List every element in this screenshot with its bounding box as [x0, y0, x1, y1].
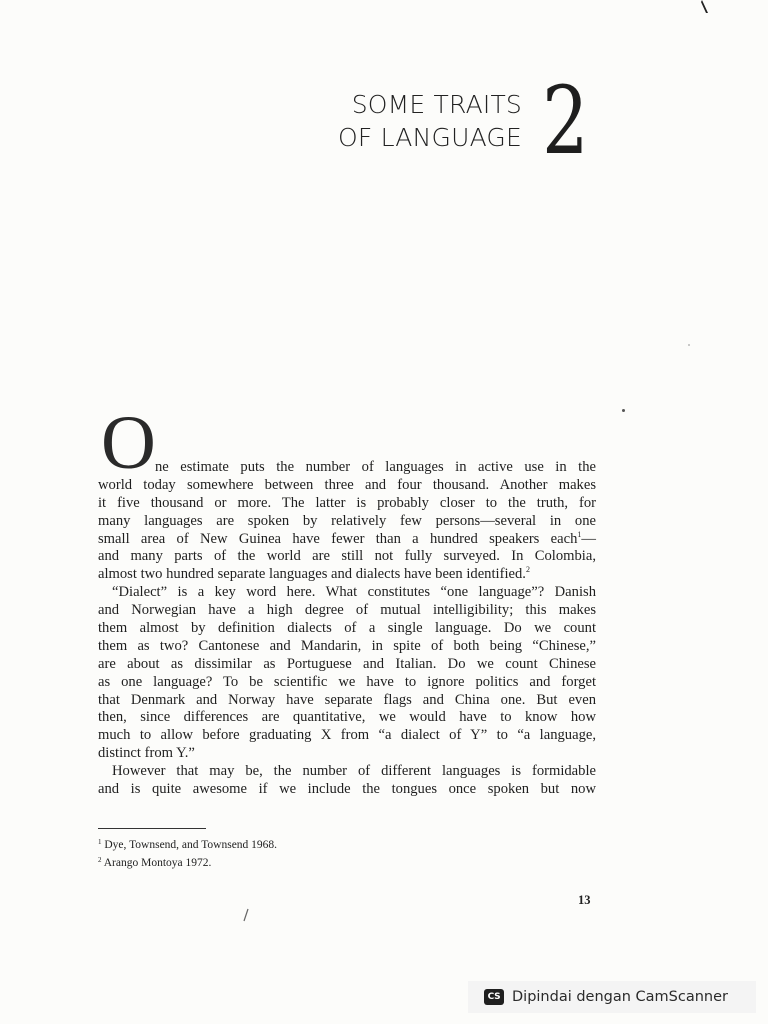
footnotes [98, 836, 277, 872]
scan-speck [688, 344, 690, 346]
footnote-text: Dye, Townsend, and Townsend 1968. [104, 839, 278, 851]
camscanner-text: Dipindai dengan CamScanner [512, 989, 729, 1005]
text-line: and is quite awesome if we include the tongues once spoken but now [98, 781, 596, 798]
text-line: then, since differences are quantitative, we would have to know how [98, 709, 596, 726]
footnote-2 [98, 854, 277, 872]
footnote-ref-1: 1 [577, 529, 582, 539]
scan-speck [622, 409, 625, 412]
chapter-number: 2 [542, 67, 589, 176]
text-line: as one language? To be scientific we have to ignore politics and forget [98, 673, 596, 690]
footnote-ref-2: 2 [525, 565, 530, 575]
text-line: many languages are spoken by relatively few persons—several in one [98, 512, 596, 529]
text-line-part: — [581, 530, 596, 547]
text-line: ne estimate puts the number of languages in active use in the [155, 459, 596, 475]
chapter-title-line-2: OF LANGUAGE [337, 123, 522, 152]
body-text [98, 459, 596, 799]
scan-corner-mark [701, 0, 709, 14]
text-line-part: small area of New Guinea have fewer than a hundred speakers each [98, 530, 578, 547]
text-line: However that may be, the number of different languages is formidable [112, 763, 596, 780]
footnote-1 [98, 836, 277, 854]
camscanner-logo-icon: CS [484, 989, 504, 1005]
text-line: much to allow before graduating X from “a dialect of Y” to “a language, [98, 727, 596, 744]
camscanner-watermark [468, 981, 756, 1013]
text-line: “Dialect” is a key word here. What constitutes “one language”? Danish [112, 584, 596, 601]
text-line: them almost by definition dialects of a single language. Do we count [98, 620, 596, 637]
text-line: that Denmark and Norway have separate flags and China one. But even [98, 691, 596, 708]
pen-stray-mark [242, 908, 250, 922]
text-line: them as two? Cantonese and Mandarin, in spite of both being “Chinese,” [98, 637, 596, 654]
footnote-mark: 1 [98, 838, 102, 846]
text-line: world today somewhere between three and four thousand. Another makes [98, 476, 596, 493]
chapter-title-line-1: SOME TRAITS [351, 90, 522, 119]
footnote-rule [98, 828, 206, 829]
text-line: and many parts of the world are still not fully surveyed. In Colombia, [98, 548, 596, 565]
chapter-title [300, 88, 522, 154]
text-line [98, 531, 596, 549]
drop-cap: O [101, 401, 156, 485]
footnote-text: Arango Montoya 1972. [103, 857, 212, 869]
text-line [98, 566, 596, 584]
page-number: 13 [578, 893, 591, 907]
text-line: are about as dissimilar as Portuguese and Italian. Do we count Chinese [98, 655, 596, 672]
text-line: distinct from Y.” [98, 745, 195, 762]
text-line: and Norwegian have a high degree of mutual intelligibility; this makes [98, 602, 596, 619]
footnote-mark: 2 [98, 856, 102, 864]
text-line: it five thousand or more. The latter is probably closer to the truth, for [98, 494, 596, 511]
text-line-part: almost two hundred separate languages and dialects have been identified. [98, 566, 526, 583]
